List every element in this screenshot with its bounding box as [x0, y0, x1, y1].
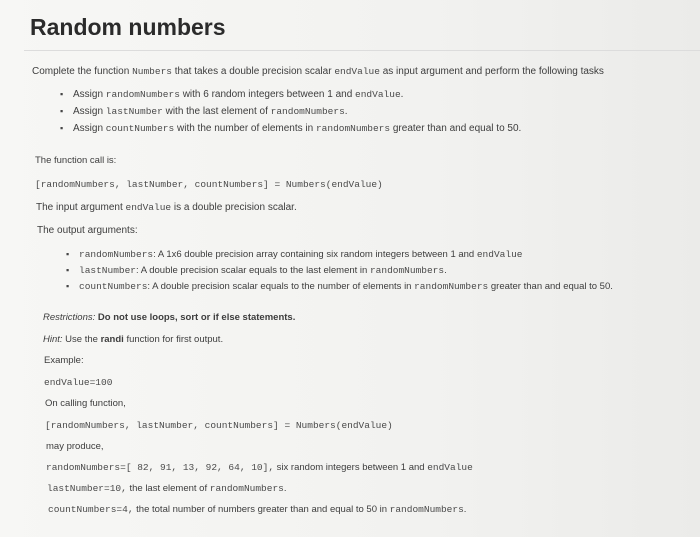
- output-text: : A double precision scalar equals to the last element in: [136, 265, 370, 276]
- result-line: [46, 462, 473, 473]
- restrictions-line: [43, 312, 295, 323]
- output-item: [79, 249, 522, 260]
- result-line: [48, 504, 466, 515]
- task-text: with the last element of: [162, 106, 271, 117]
- task-text: with the number of elements in: [174, 123, 316, 134]
- example-input-code: endValue=100: [44, 377, 113, 388]
- output-code: randomNumbers: [369, 265, 445, 276]
- result-text: the total number of numbers greater than and equal to 50 in: [133, 504, 390, 515]
- task-item: [73, 89, 403, 100]
- result-text: the last element of: [126, 483, 210, 494]
- restrictions-label: Restrictions:: [43, 312, 96, 323]
- example-input-line: [44, 377, 112, 388]
- result-line: [47, 483, 287, 494]
- output-text: greater than and equal to 50.: [488, 281, 613, 292]
- intro-text-2: that takes a double precision scalar: [171, 66, 335, 77]
- intro-text-1: Complete the function: [32, 66, 133, 77]
- task-text: greater than and equal to 50.: [390, 123, 522, 134]
- input-arg-code: endValue: [125, 202, 172, 213]
- result-code: endValue: [427, 462, 473, 473]
- page-title: Random numbers: [30, 14, 226, 40]
- intro-text-3: as input argument and perform the following tasks: [379, 66, 604, 77]
- output-label: The output arguments:: [37, 225, 138, 236]
- task-text: Assign: [73, 123, 106, 134]
- example-call-code: [randomNumbers, lastNumber, countNumbers] = Numbers(endValue): [45, 420, 393, 431]
- output-item: [79, 265, 447, 276]
- result-text: .: [283, 483, 287, 494]
- result-code: randomNumbers: [209, 483, 284, 494]
- example-call-line: [45, 420, 393, 431]
- restrictions-text: Do not use loops, sort or if else statements.: [95, 312, 296, 323]
- example-label: Example:: [44, 355, 84, 366]
- output-item: [79, 281, 613, 292]
- output-code: randomNumbers: [79, 249, 154, 260]
- hint-text: function for first output.: [123, 334, 224, 345]
- result-text: .: [463, 504, 467, 515]
- output-text: : A double precision scalar equals to the number of elements in: [147, 281, 415, 292]
- task-text: Assign: [73, 89, 106, 100]
- result-code: randomNumbers=[ 82, 91, 13, 92, 64, 10],: [46, 462, 275, 473]
- input-arg-paragraph: [36, 202, 297, 213]
- task-code: randomNumbers: [315, 123, 391, 134]
- result-code: randomNumbers: [389, 504, 464, 515]
- output-text: .: [444, 265, 447, 276]
- output-code: countNumbers: [79, 281, 148, 292]
- intro-code-1: Numbers: [132, 66, 172, 77]
- task-code: lastNumber: [105, 106, 163, 117]
- title-divider: [24, 50, 700, 51]
- hint-line: [43, 334, 223, 345]
- hint-label: Hint:: [43, 334, 63, 345]
- output-code: endValue: [476, 249, 523, 260]
- input-arg-text: is a double precision scalar.: [171, 202, 297, 213]
- output-code: lastNumber: [79, 265, 137, 276]
- result-code: countNumbers=4,: [48, 504, 134, 515]
- task-code: randomNumbers: [270, 106, 345, 117]
- task-code: countNumbers: [105, 123, 175, 134]
- call-label: The function call is:: [35, 155, 117, 166]
- task-code: endValue: [355, 89, 401, 100]
- call-code-line: [35, 179, 383, 190]
- task-text: .: [400, 89, 404, 100]
- hint-text: Use the: [62, 334, 101, 345]
- result-text: six random integers between 1 and: [274, 462, 428, 473]
- task-text: Assign: [73, 106, 106, 117]
- intro-paragraph: [32, 66, 604, 77]
- intro-code-2: endValue: [334, 66, 380, 77]
- task-item: [73, 123, 521, 134]
- input-arg-text: The input argument: [36, 202, 126, 213]
- output-code: randomNumbers: [414, 281, 489, 292]
- result-code: lastNumber=10,: [47, 483, 127, 494]
- call-code: [randomNumbers, lastNumber, countNumbers] = Numbers(endValue): [35, 179, 383, 190]
- task-text: .: [344, 106, 348, 117]
- task-item: [73, 106, 348, 117]
- task-code: randomNumbers: [105, 89, 180, 100]
- may-produce-text: may produce,: [46, 441, 104, 452]
- output-text: : A 1x6 double precision array containing six random integers between 1 and: [153, 249, 477, 260]
- hint-function-name: randi: [100, 334, 124, 345]
- on-calling-text: On calling function,: [45, 398, 126, 409]
- task-text: with 6 random integers between 1 and: [179, 89, 356, 100]
